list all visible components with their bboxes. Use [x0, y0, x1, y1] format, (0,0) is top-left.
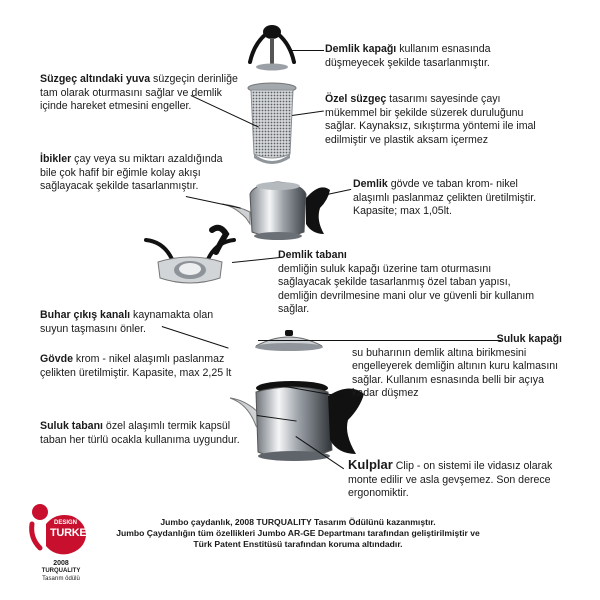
note-lead: Demlik: [353, 178, 388, 190]
note-text: tasarımı sayesinde çayı mükemmel bir şekilde süzerek duruluğunu sağlar. Kaynaksız, sıkıştırma yöntemi ile imal edilmiştir ve plastik aksam içermez: [325, 93, 536, 146]
note-lead: Süzgeç altındaki yuva: [40, 73, 151, 85]
note-text: su buharının demlik altına birikmesini engelleyerek demliğin altının kuru kalmasını sağlar. Kullanım esnasında belli bir açıya kadar düşmez: [352, 346, 559, 400]
note-text: kaynamakta olan suyun taşmasını önler.: [40, 309, 214, 335]
logo-turquality: TURQUALITY: [41, 568, 81, 574]
leader-line: [290, 50, 324, 51]
design-turkey-logo: [26, 498, 96, 590]
note-ibikler: [40, 153, 230, 194]
note-suluk-kapagi: [352, 333, 562, 401]
logo-design-text: DESIGN: [54, 520, 78, 526]
note-buhar: [40, 309, 230, 336]
teapot-base-icon: [140, 222, 240, 292]
note-lead: Özel süzgeç: [325, 93, 387, 105]
logo-turkey-text: TURKEY: [50, 527, 94, 539]
logo-award: Tasarım ödülü: [42, 576, 80, 582]
note-text: kullanım esnasında düşmeyecek şekilde tasarlanmıştır.: [325, 43, 491, 69]
note-suluk-tabani: [40, 420, 252, 447]
note-text: süzgeçin derinliğe tam olarak oturmasını sağlar ve demlik içinde hareket etmesini engeller.: [40, 73, 238, 113]
note-lead: Suluk tabanı: [40, 420, 103, 432]
note-text: çay veya su miktarı azaldığında bile çok hafif bir eğimle kolay akışı sağlayacak şekilde tasarlanmıştır.: [40, 153, 223, 193]
note-lead: Kulplar: [348, 457, 393, 472]
logo-year: 2008: [53, 560, 69, 567]
note-ozel-suzgec: [325, 93, 555, 147]
note-demlik-tabani: [278, 249, 540, 317]
note-lead: Buhar çıkış kanalı: [40, 309, 131, 321]
note-text: gövde ve taban krom- nikel alaşımlı paslanmaz çelikten üretilmiştir. Kapasite; max 1,05lt.: [353, 178, 537, 218]
note-lead: İbikler: [40, 153, 72, 165]
lid-knob-icon: [244, 22, 300, 72]
note-text: demliğin suluk kapağı üzerine tam oturmasını sağlayacak şekilde tasarlanmış özel taban yapısı, demliğin devrilmesine mani olur ve güvenli bir kullanım sağlar.: [278, 262, 535, 316]
note-lead: Gövde: [40, 353, 73, 365]
note-demlik-kapagi: [325, 43, 530, 70]
note-text: krom - nikel alaşımlı paslanmaz çelikten üretilmiştir. Kapasite, max 2,25 lt: [40, 353, 232, 379]
note-kulplar: [348, 458, 563, 501]
footer-line-3: Türk Patent Enstitüsü tarafından koruma altındadır.: [193, 539, 403, 549]
note-lead: Suluk kapağı: [496, 333, 562, 345]
note-text: özel alaşımlı termik kapsül taban her türlü ocakla kullanıma uygundur.: [40, 420, 240, 446]
footer-line-2: Jumbo Çaydanlığın tüm özellikleri Jumbo AR-GE Departmanı tarafından geliştirilmiştir ve: [116, 528, 480, 538]
note-text: Clip - on sistemi ile vidasız olarak monte edilir ve asla gevşemez. Son derece ergonomiktir.: [348, 460, 553, 500]
footer-line-1: Jumbo çaydanlık, 2008 TURQUALITY Tasarım Ödülünü kazanmıştır.: [160, 517, 436, 527]
note-suzgec-yuva: [40, 73, 238, 114]
note-lead: Demlik kapağı: [325, 43, 397, 55]
footer-note: [108, 517, 488, 550]
note-lead: Demlik tabanı: [278, 249, 347, 261]
note-govde: [40, 353, 258, 380]
note-demlik: [353, 178, 553, 219]
